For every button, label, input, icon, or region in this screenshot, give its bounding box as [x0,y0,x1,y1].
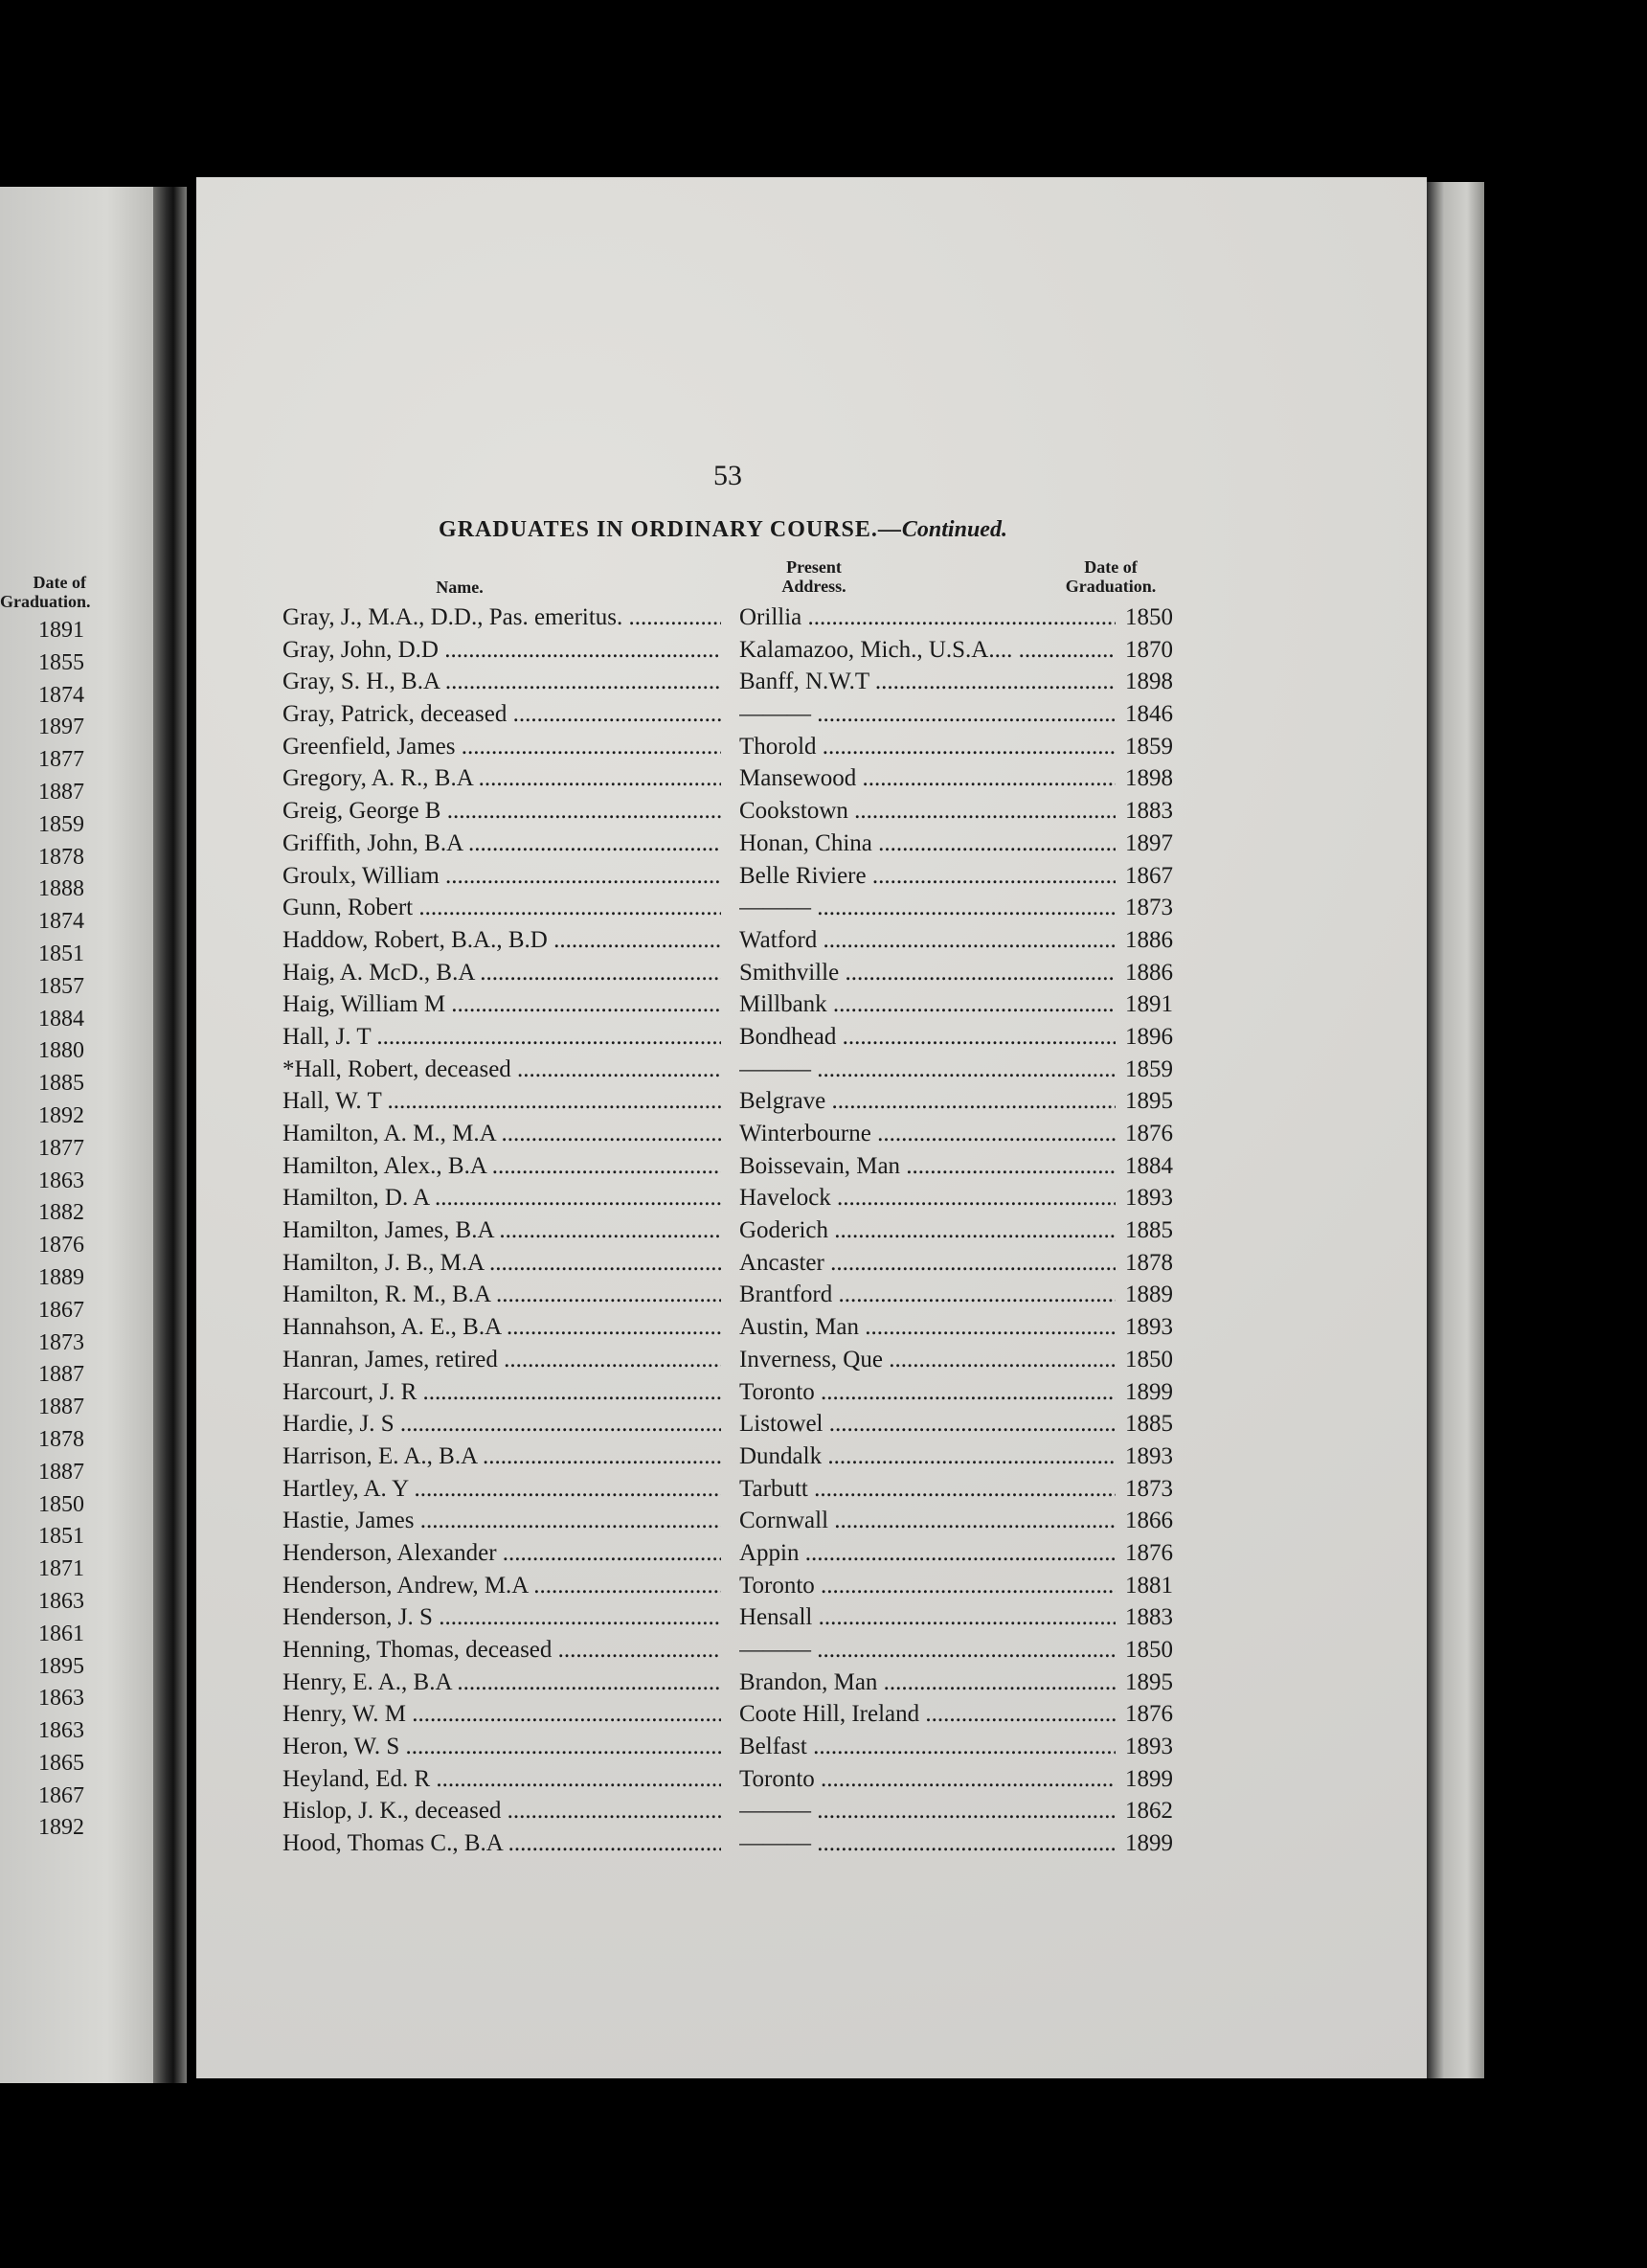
left-year: 1880 [38,1038,84,1064]
graduate-row [282,1311,1173,1344]
graduate-address: Cookstown ..... [739,795,1116,828]
column-header-name: Name. [436,578,484,597]
graduate-address: Belle Riviere ..... [739,860,1116,893]
graduation-year: 1876 [1125,1701,1173,1728]
graduation-year: 1899 [1125,1765,1173,1792]
graduate-name: *Hall, Robert, deceased ..... [282,1054,721,1086]
graduate-name: Haig, A. McD., B.A ..... [282,957,721,989]
graduate-address: Banff, N.W.T ..... [739,666,1116,698]
graduation-year: 1895 [1125,1088,1173,1115]
graduation-year: 1866 [1125,1508,1173,1534]
graduation-year: 1876 [1125,1121,1173,1146]
graduate-address: ——— ..... [739,1634,1116,1667]
graduation-year: 1873 [1125,1475,1173,1502]
graduate-name: Hamilton, J. B., M.A ..... [282,1247,721,1280]
left-year: 1859 [38,811,84,837]
section-title-continued: Continued. [901,517,1007,542]
graduate-address: Toronto ..... [739,1763,1116,1796]
graduate-row [282,957,1173,989]
graduate-address: ——— ..... [739,892,1116,924]
left-year: 1878 [38,1426,84,1452]
graduate-name: Henderson, J. S ..... [282,1601,721,1634]
graduate-address: ——— ..... [739,1795,1116,1827]
book-gutter [153,187,187,2083]
column-header-date: Date of Graduation. [1065,557,1157,596]
graduate-address: Inverness, Que ..... [739,1344,1116,1376]
graduation-year: 1891 [1125,991,1173,1018]
graduation-year: 1893 [1125,1442,1173,1469]
graduate-row [282,1214,1173,1247]
graduate-name: Hardie, J. S ..... [282,1408,721,1440]
graduation-year: 1896 [1125,1023,1173,1050]
left-year: 1874 [38,909,84,935]
graduate-name: Hamilton, A. M., M.A ..... [282,1118,721,1150]
graduate-row [282,1118,1173,1150]
graduation-year: 1850 [1125,604,1173,630]
graduate-address: Havelock ..... [739,1182,1116,1214]
graduate-address: Appin ..... [739,1537,1116,1570]
graduation-year: 1876 [1125,1539,1173,1566]
graduation-year: 1885 [1125,1411,1173,1438]
graduation-year: 1881 [1125,1572,1173,1599]
graduate-name: Gray, S. H., B.A ..... [282,666,721,698]
graduation-year: 1886 [1125,926,1173,953]
graduate-address: Mansewood ..... [739,762,1116,795]
graduate-row [282,698,1173,731]
graduate-row [282,1150,1173,1183]
graduation-year: 1870 [1125,636,1173,663]
left-date-header: Date of Graduation. [0,573,91,611]
graduation-year: 1859 [1125,733,1173,760]
graduation-year: 1893 [1125,1314,1173,1341]
graduate-row [282,1054,1173,1086]
graduate-name: Gray, Patrick, deceased ..... [282,698,721,731]
graduate-row [282,1473,1173,1506]
graduate-name: Henderson, Andrew, M.A ..... [282,1570,721,1602]
graduate-name: Hamilton, Alex., B.A ..... [282,1150,721,1183]
left-year: 1888 [38,876,84,902]
graduate-name: Henry, W. M ..... [282,1698,721,1731]
graduate-row [282,1763,1173,1796]
graduate-address: Coote Hill, Ireland ..... [739,1698,1116,1731]
left-year: 1865 [38,1750,84,1776]
left-year-column [0,615,84,1845]
graduate-name: Gray, J., M.A., D.D., Pas. emeritus. ..... [282,601,721,634]
left-year: 1887 [38,1459,84,1485]
graduate-address: Dundalk ..... [739,1440,1116,1473]
graduation-year: 1897 [1125,829,1173,856]
left-year: 1867 [38,1782,84,1808]
left-year: 1857 [38,973,84,999]
graduate-name: Hall, J. T ..... [282,1021,721,1054]
graduate-address: Toronto ..... [739,1376,1116,1409]
graduate-name: Henderson, Alexander ..... [282,1537,721,1570]
graduate-name: Henry, E. A., B.A ..... [282,1667,721,1699]
graduate-address: Toronto ..... [739,1570,1116,1602]
graduate-name: Gray, John, D.D ..... [282,634,721,667]
graduate-row [282,1247,1173,1280]
graduate-address: Cornwall ..... [739,1505,1116,1537]
left-year: 1884 [38,1006,84,1032]
graduation-year: 1899 [1125,1830,1173,1857]
graduate-address: Boissevain, Man ..... [739,1150,1116,1183]
graduate-name: Griffith, John, B.A ..... [282,828,721,860]
graduate-address: Millbank ..... [739,988,1116,1021]
graduate-row [282,1731,1173,1763]
graduate-address: Hensall ..... [739,1601,1116,1634]
graduate-address: Winterbourne ..... [739,1118,1116,1150]
graduation-year: 1889 [1125,1281,1173,1308]
graduation-year: 1883 [1125,798,1173,825]
graduation-year: 1885 [1125,1217,1173,1244]
graduate-row [282,1408,1173,1440]
page-edge [1427,182,1484,2078]
graduate-row [282,1601,1173,1634]
graduate-name: Harrison, E. A., B.A ..... [282,1440,721,1473]
left-year: 1876 [38,1233,84,1259]
graduate-row [282,1505,1173,1537]
left-year: 1892 [38,1815,84,1841]
left-year: 1850 [38,1491,84,1517]
graduate-name: Haig, William M ..... [282,988,721,1021]
previous-page-fragment [0,187,153,2083]
graduate-address: Austin, Man ..... [739,1311,1116,1344]
graduate-row [282,924,1173,957]
graduate-row [282,1085,1173,1118]
graduate-address: ——— ..... [739,698,1116,731]
graduate-name: Greenfield, James ..... [282,731,721,763]
graduation-year: 1859 [1125,1055,1173,1082]
graduate-row [282,1279,1173,1311]
graduate-address: Ancaster ..... [739,1247,1116,1280]
graduation-year: 1878 [1125,1249,1173,1276]
section-title [316,517,1130,543]
graduation-year: 1850 [1125,1346,1173,1372]
graduate-address: Thorold ..... [739,731,1116,763]
left-year: 1874 [38,682,84,708]
left-year: 1885 [38,1071,84,1097]
graduate-row [282,1440,1173,1473]
graduate-row [282,1570,1173,1602]
graduate-name: Hartley, A. Y ..... [282,1473,721,1506]
left-year: 1873 [38,1329,84,1355]
graduate-address: Orillia ..... [739,601,1116,634]
graduation-year: 1867 [1125,862,1173,889]
graduate-name: Harcourt, J. R ..... [282,1376,721,1409]
graduation-year: 1899 [1125,1378,1173,1405]
graduate-name: Hanran, James, retired ..... [282,1344,721,1376]
graduate-address: Kalamazoo, Mich., U.S.A.... ..... [739,634,1116,667]
graduate-address: Belgrave ..... [739,1085,1116,1118]
graduate-row [282,1795,1173,1827]
left-year: 1867 [38,1297,84,1323]
graduate-name: Hislop, J. K., deceased ..... [282,1795,721,1827]
section-title-text: GRADUATES IN ORDINARY COURSE.— [439,517,902,542]
graduate-name: Gregory, A. R., B.A ..... [282,762,721,795]
left-year: 1887 [38,1395,84,1420]
left-year: 1861 [38,1621,84,1646]
graduate-row [282,601,1173,634]
graduate-name: Hamilton, D. A ..... [282,1182,721,1214]
graduate-address: Tarbutt ..... [739,1473,1116,1506]
graduate-address: Smithville ..... [739,957,1116,989]
left-year: 1887 [38,779,84,805]
left-year: 1851 [38,941,84,966]
graduate-name: Henning, Thomas, deceased ..... [282,1634,721,1667]
left-year: 1878 [38,844,84,870]
left-year: 1863 [38,1588,84,1614]
graduate-row [282,988,1173,1021]
graduate-name: Groulx, William ..... [282,860,721,893]
graduate-address: Brandon, Man ..... [739,1667,1116,1699]
graduate-row [282,666,1173,698]
left-year: 1851 [38,1524,84,1550]
graduation-year: 1850 [1125,1637,1173,1663]
graduate-name: Hastie, James ..... [282,1505,721,1537]
graduates-list [282,601,1173,1860]
graduation-year: 1862 [1125,1798,1173,1825]
left-year: 1877 [38,747,84,773]
graduation-year: 1893 [1125,1734,1173,1760]
graduate-name: Hamilton, R. M., B.A ..... [282,1279,721,1311]
graduate-row [282,1827,1173,1860]
graduate-address: Watford ..... [739,924,1116,957]
graduate-address: Goderich ..... [739,1214,1116,1247]
left-year: 1892 [38,1102,84,1128]
graduation-year: 1893 [1125,1185,1173,1212]
left-year: 1863 [38,1168,84,1193]
left-year: 1891 [38,618,84,643]
column-header-address: Present Address. [781,557,846,596]
graduate-row [282,1021,1173,1054]
graduate-row [282,1698,1173,1731]
graduation-year: 1873 [1125,895,1173,921]
left-year: 1887 [38,1362,84,1388]
graduate-address: Brantford ..... [739,1279,1116,1311]
graduation-year: 1895 [1125,1668,1173,1695]
graduate-name: Greig, George B ..... [282,795,721,828]
graduate-row [282,762,1173,795]
page-number: 53 [713,460,742,491]
graduate-row [282,795,1173,828]
graduate-row [282,1376,1173,1409]
graduate-address: ——— ..... [739,1054,1116,1086]
graduate-row [282,731,1173,763]
left-year: 1863 [38,1718,84,1744]
graduation-year: 1883 [1125,1604,1173,1631]
left-year: 1877 [38,1135,84,1161]
graduate-row [282,828,1173,860]
graduate-row [282,1634,1173,1667]
graduate-row [282,634,1173,667]
graduate-name: Hood, Thomas C., B.A ..... [282,1827,721,1860]
graduation-year: 1886 [1125,959,1173,986]
left-year: 1889 [38,1264,84,1290]
graduate-address: ——— ..... [739,1827,1116,1860]
graduation-year: 1898 [1125,669,1173,695]
graduation-year: 1898 [1125,765,1173,792]
graduate-address: Listowel ..... [739,1408,1116,1440]
graduate-address: Honan, China ..... [739,828,1116,860]
left-year: 1863 [38,1686,84,1712]
graduate-row [282,1182,1173,1214]
graduate-row [282,860,1173,893]
graduate-address: Belfast ..... [739,1731,1116,1763]
left-year: 1882 [38,1200,84,1226]
graduate-name: Haddow, Robert, B.A., B.D ..... [282,924,721,957]
graduate-name: Hannahson, A. E., B.A ..... [282,1311,721,1344]
graduate-row [282,1537,1173,1570]
graduate-name: Gunn, Robert ..... [282,892,721,924]
graduate-name: Heyland, Ed. R ..... [282,1763,721,1796]
graduation-year: 1846 [1125,701,1173,728]
graduate-name: Hamilton, James, B.A ..... [282,1214,721,1247]
graduation-year: 1884 [1125,1152,1173,1179]
graduate-row [282,1344,1173,1376]
left-year: 1855 [38,649,84,675]
graduate-address: Bondhead ..... [739,1021,1116,1054]
graduate-name: Heron, W. S ..... [282,1731,721,1763]
graduate-row [282,1667,1173,1699]
graduate-name: Hall, W. T ..... [282,1085,721,1118]
left-year: 1897 [38,714,84,740]
graduate-row [282,892,1173,924]
left-year: 1871 [38,1556,84,1582]
left-year: 1895 [38,1653,84,1679]
